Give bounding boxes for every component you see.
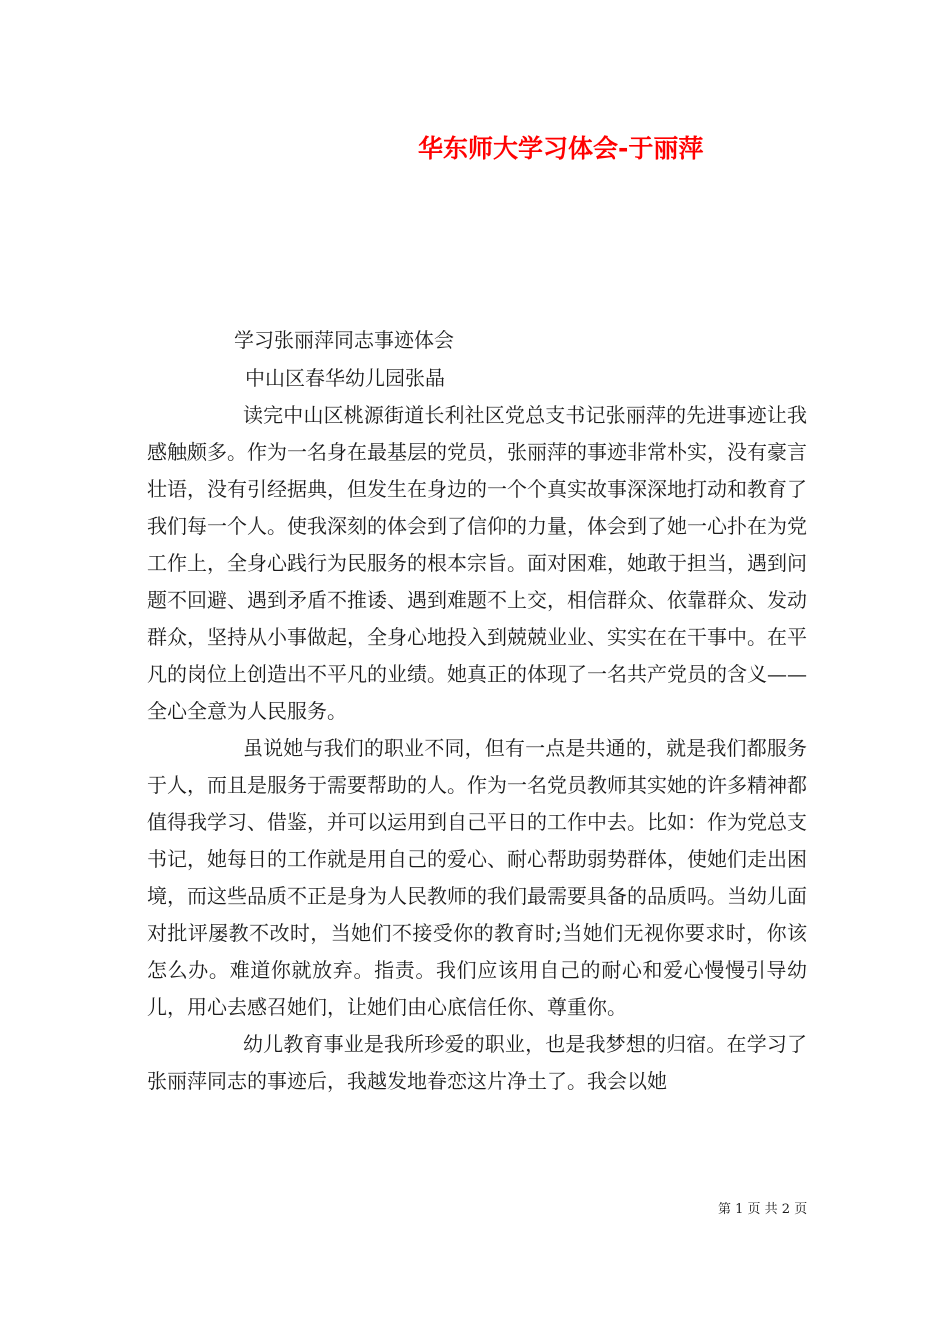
document-title: 华东师大学习体会-于丽萍 <box>418 134 704 163</box>
paragraph-3: 幼儿教育事业是我所珍爱的职业，也是我梦想的归宿。在学习了张丽萍同志的事迹后，我越发地眷恋这片净土了。我会以她 <box>147 1032 807 1093</box>
document-body <box>147 397 807 1100</box>
document-author: 中山区春华幼儿园张晶 <box>245 366 445 390</box>
document-subtitle: 学习张丽萍同志事迹体会 <box>234 328 454 352</box>
paragraph-2: 虽说她与我们的职业不同，但有一点是共通的，就是我们都服务于人，而且是服务于需要帮助的人。作为一名党员教师其实她的许多精神都值得我学习、借鉴，并可以运用到自己平日的工作中去。比如：作为党总支书记，她每日的工作就是用自己的爱心、耐心帮助弱势群体，使她们走出困境，而这些品质不正是身为人民教师的我们最需要具备的品质吗。当幼儿面对批评屡教不改时，当她们不接受你的教育时;当她们无视你要求时，你该怎么办。难道你就放弃。指责。我们应该用自己的耐心和爱心慢慢引导幼儿，用心去感召她们，让她们由心底信任你、尊重你。 <box>147 736 807 1019</box>
page-number-footer: 第 1 页 共 2 页 <box>718 1202 808 1217</box>
paragraph-1: 读完中山区桃源街道长利社区党总支书记张丽萍的先进事迹让我感触颇多。作为一名身在最基层的党员，张丽萍的事迹非常朴实，没有豪言壮语，没有引经据典，但发生在身边的一个个真实故事深深地打动和教育了我们每一个人。使我深刻的体会到了信仰的力量，体会到了她一心扑在为党工作上，全身心践行为民服务的根本宗旨。面对困难，她敢于担当，遇到问题不回避、遇到矛盾不推诿、遇到难题不上交，相信群众、依靠群众、发动群众，坚持从小事做起，全身心地投入到兢兢业业、实实在在干事中。在平凡的岗位上创造出不平凡的业绩。她真正的体现了一名共产党员的含义——全心全意为人民服务。 <box>147 403 807 723</box>
